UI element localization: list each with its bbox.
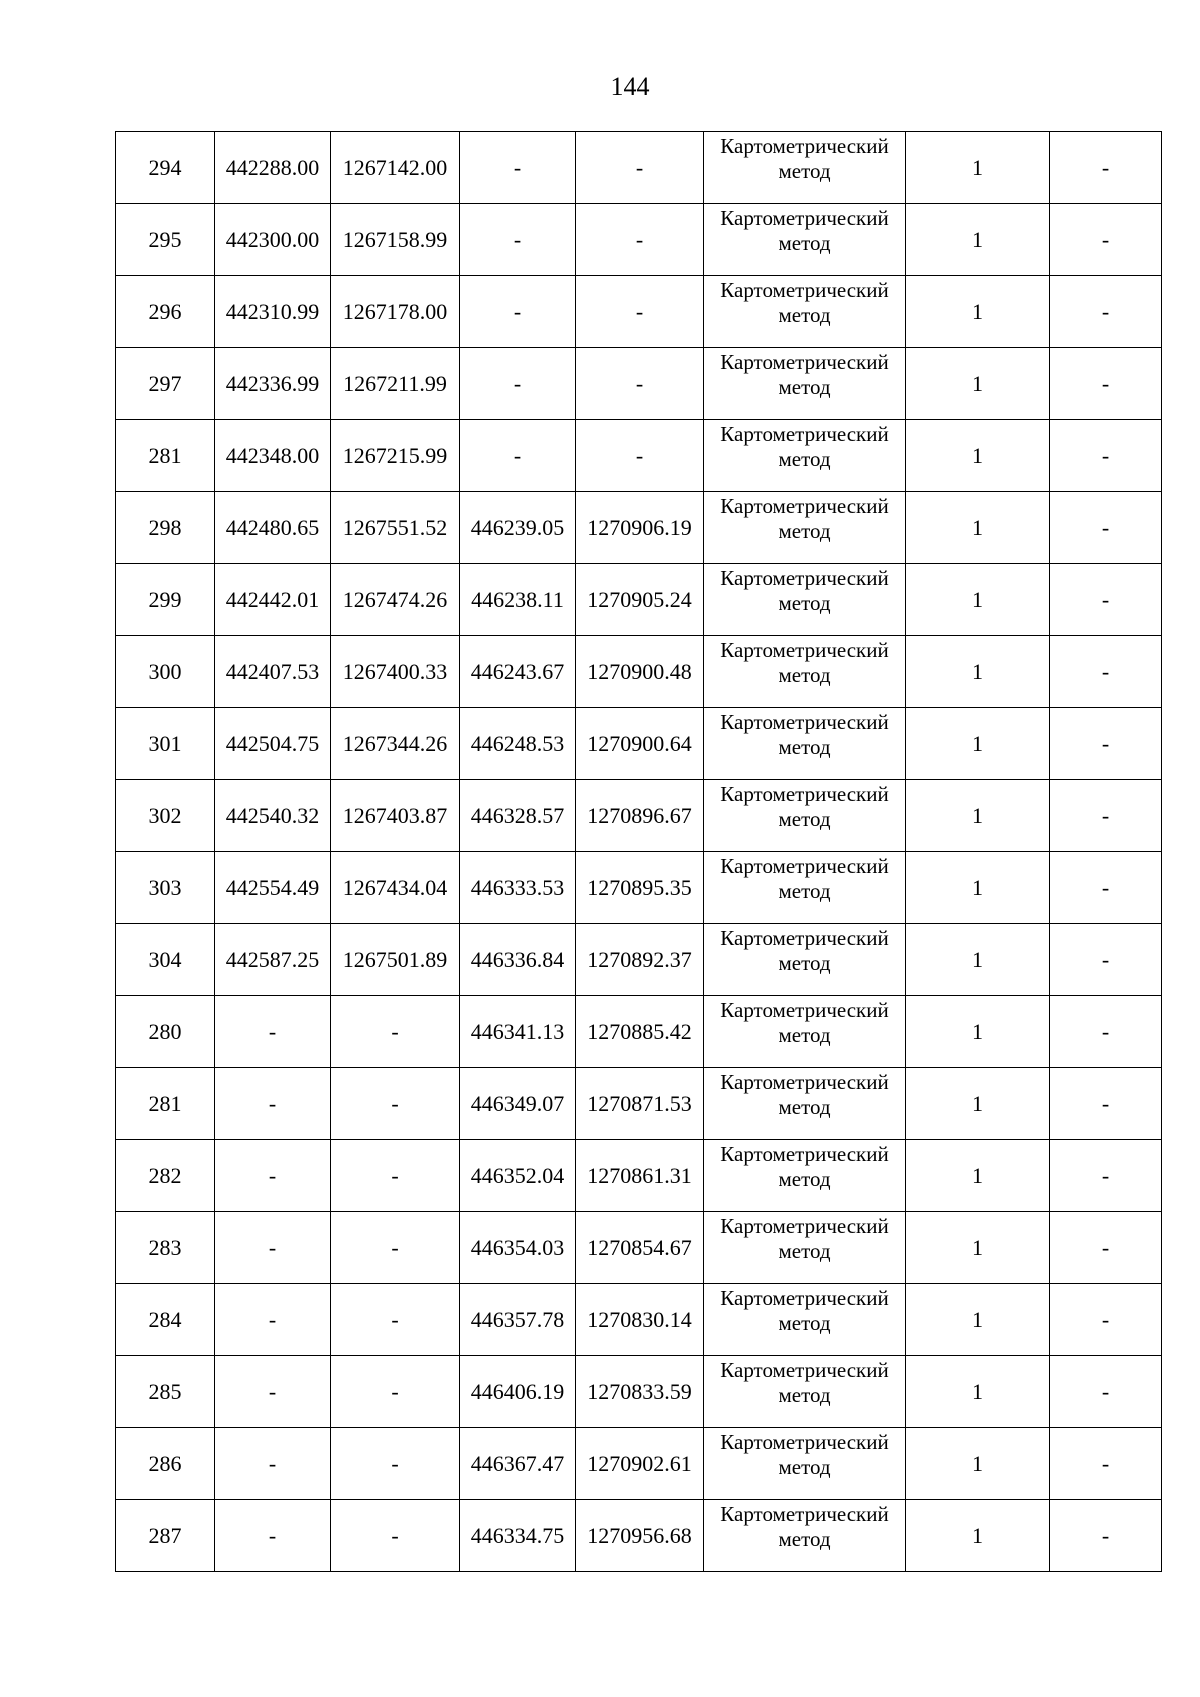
method-cell [704,1500,906,1572]
table-row [116,564,1162,636]
method-line-2: метод [778,1239,831,1263]
coordinates-table [115,131,1162,1572]
x-new-cell: 446349.07 [460,1068,576,1140]
method-line-2: метод [778,807,831,831]
method-cell [704,852,906,924]
table-row [116,132,1162,204]
method-line-2: метод [778,1311,831,1335]
table-row [116,348,1162,420]
table-row [116,924,1162,996]
y-new-cell: 1270833.59 [576,1356,704,1428]
note-cell: - [1050,204,1162,276]
x-new-cell: 446243.67 [460,636,576,708]
method-line-1: Картометрический [720,1214,889,1238]
method-line-1: Картометрический [720,1142,889,1166]
y-existing-cell: - [331,1356,460,1428]
y-existing-cell: 1267403.87 [331,780,460,852]
note-cell: - [1050,492,1162,564]
note-cell: - [1050,780,1162,852]
accuracy-cell: 1 [906,1428,1050,1500]
table-row [116,1284,1162,1356]
y-new-cell: - [576,132,704,204]
x-existing-cell: - [215,1284,331,1356]
point-number-cell: 294 [116,132,215,204]
y-existing-cell: - [331,996,460,1068]
x-existing-cell: 442554.49 [215,852,331,924]
x-new-cell: 446354.03 [460,1212,576,1284]
method-cell [704,780,906,852]
accuracy-cell: 1 [906,1356,1050,1428]
point-number-cell: 280 [116,996,215,1068]
accuracy-cell: 1 [906,996,1050,1068]
table-row [116,708,1162,780]
y-existing-cell: - [331,1428,460,1500]
method-cell [704,1068,906,1140]
x-new-cell: 446341.13 [460,996,576,1068]
y-new-cell: - [576,276,704,348]
method-cell [704,276,906,348]
point-number-cell: 281 [116,1068,215,1140]
y-existing-cell: 1267400.33 [331,636,460,708]
y-new-cell: 1270896.67 [576,780,704,852]
point-number-cell: 287 [116,1500,215,1572]
y-existing-cell: 1267434.04 [331,852,460,924]
point-number-cell: 298 [116,492,215,564]
y-existing-cell: 1267211.99 [331,348,460,420]
method-cell [704,132,906,204]
x-new-cell: 446367.47 [460,1428,576,1500]
method-line-1: Картометрический [720,494,889,518]
table-row [116,276,1162,348]
method-cell [704,564,906,636]
method-line-2: метод [778,519,831,543]
method-cell [704,924,906,996]
x-new-cell: 446248.53 [460,708,576,780]
method-line-1: Картометрический [720,998,889,1022]
x-existing-cell: - [215,1428,331,1500]
method-line-2: метод [778,663,831,687]
method-line-2: метод [778,735,831,759]
accuracy-cell: 1 [906,1068,1050,1140]
method-line-2: метод [778,159,831,183]
x-new-cell: 446333.53 [460,852,576,924]
x-existing-cell: 442442.01 [215,564,331,636]
accuracy-cell: 1 [906,780,1050,852]
table-row [116,1428,1162,1500]
method-line-2: метод [778,1167,831,1191]
accuracy-cell: 1 [906,852,1050,924]
method-line-1: Картометрический [720,638,889,662]
table-row [116,1068,1162,1140]
x-new-cell: - [460,348,576,420]
method-line-1: Картометрический [720,926,889,950]
point-number-cell: 302 [116,780,215,852]
table-row [116,1212,1162,1284]
method-line-1: Картометрический [720,134,889,158]
x-new-cell: 446406.19 [460,1356,576,1428]
table-row [116,204,1162,276]
x-existing-cell: 442540.32 [215,780,331,852]
accuracy-cell: 1 [906,1500,1050,1572]
accuracy-cell: 1 [906,636,1050,708]
table-row [116,1140,1162,1212]
method-cell [704,348,906,420]
method-line-1: Картометрический [720,1430,889,1454]
table-row [116,780,1162,852]
y-new-cell: 1270900.48 [576,636,704,708]
method-cell [704,420,906,492]
point-number-cell: 297 [116,348,215,420]
table-row [116,996,1162,1068]
method-line-1: Картометрический [720,1286,889,1310]
accuracy-cell: 1 [906,348,1050,420]
point-number-cell: 286 [116,1428,215,1500]
method-line-1: Картометрический [720,1070,889,1094]
accuracy-cell: 1 [906,1140,1050,1212]
accuracy-cell: 1 [906,1212,1050,1284]
y-existing-cell: 1267474.26 [331,564,460,636]
accuracy-cell: 1 [906,204,1050,276]
x-existing-cell: 442407.53 [215,636,331,708]
x-new-cell: - [460,132,576,204]
method-cell [704,1140,906,1212]
method-line-1: Картометрический [720,782,889,806]
table-row [116,636,1162,708]
x-new-cell: 446239.05 [460,492,576,564]
point-number-cell: 282 [116,1140,215,1212]
accuracy-cell: 1 [906,564,1050,636]
x-existing-cell: - [215,1068,331,1140]
x-existing-cell: 442480.65 [215,492,331,564]
note-cell: - [1050,1284,1162,1356]
y-new-cell: 1270871.53 [576,1068,704,1140]
y-new-cell: 1270906.19 [576,492,704,564]
note-cell: - [1050,996,1162,1068]
method-line-1: Картометрический [720,566,889,590]
method-line-2: метод [778,1455,831,1479]
method-line-2: метод [778,375,831,399]
method-line-2: метод [778,1527,831,1551]
y-existing-cell: 1267215.99 [331,420,460,492]
method-line-1: Картометрический [720,854,889,878]
point-number-cell: 295 [116,204,215,276]
x-existing-cell: 442504.75 [215,708,331,780]
accuracy-cell: 1 [906,132,1050,204]
x-new-cell: - [460,204,576,276]
y-new-cell: - [576,420,704,492]
point-number-cell: 303 [116,852,215,924]
x-new-cell: 446352.04 [460,1140,576,1212]
note-cell: - [1050,564,1162,636]
method-cell [704,1212,906,1284]
table-row [116,1356,1162,1428]
method-cell [704,204,906,276]
accuracy-cell: 1 [906,708,1050,780]
method-cell [704,636,906,708]
method-line-2: метод [778,1023,831,1047]
method-line-1: Картометрический [720,350,889,374]
method-cell [704,1284,906,1356]
table-row [116,852,1162,924]
method-cell [704,1356,906,1428]
y-new-cell: 1270900.64 [576,708,704,780]
y-existing-cell: 1267344.26 [331,708,460,780]
y-new-cell: 1270885.42 [576,996,704,1068]
method-line-2: метод [778,951,831,975]
y-existing-cell: 1267551.52 [331,492,460,564]
x-existing-cell: 442288.00 [215,132,331,204]
y-existing-cell: - [331,1068,460,1140]
y-new-cell: - [576,204,704,276]
note-cell: - [1050,1068,1162,1140]
x-existing-cell: 442587.25 [215,924,331,996]
accuracy-cell: 1 [906,924,1050,996]
x-existing-cell: - [215,996,331,1068]
x-new-cell: 446357.78 [460,1284,576,1356]
y-new-cell: 1270956.68 [576,1500,704,1572]
x-existing-cell: 442348.00 [215,420,331,492]
x-existing-cell: - [215,1356,331,1428]
y-existing-cell: 1267501.89 [331,924,460,996]
table-row [116,420,1162,492]
method-line-2: метод [778,303,831,327]
point-number-cell: 299 [116,564,215,636]
note-cell: - [1050,1428,1162,1500]
note-cell: - [1050,276,1162,348]
y-new-cell: 1270902.61 [576,1428,704,1500]
method-line-2: метод [778,447,831,471]
method-line-1: Картометрический [720,710,889,734]
x-new-cell: - [460,276,576,348]
y-existing-cell: - [331,1140,460,1212]
x-existing-cell: - [215,1212,331,1284]
x-new-cell: 446334.75 [460,1500,576,1572]
y-existing-cell: 1267158.99 [331,204,460,276]
point-number-cell: 300 [116,636,215,708]
method-cell [704,492,906,564]
note-cell: - [1050,708,1162,780]
y-existing-cell: - [331,1212,460,1284]
note-cell: - [1050,924,1162,996]
y-existing-cell: 1267178.00 [331,276,460,348]
x-new-cell: 446328.57 [460,780,576,852]
y-existing-cell: 1267142.00 [331,132,460,204]
y-new-cell: 1270830.14 [576,1284,704,1356]
table-row [116,492,1162,564]
x-existing-cell: - [215,1500,331,1572]
point-number-cell: 296 [116,276,215,348]
method-line-1: Картометрический [720,206,889,230]
point-number-cell: 301 [116,708,215,780]
method-cell [704,1428,906,1500]
page-number: 144 [610,72,650,101]
y-new-cell: 1270895.35 [576,852,704,924]
note-cell: - [1050,420,1162,492]
method-cell [704,996,906,1068]
method-line-2: метод [778,879,831,903]
x-existing-cell: 442336.99 [215,348,331,420]
y-new-cell: 1270892.37 [576,924,704,996]
x-existing-cell: 442310.99 [215,276,331,348]
note-cell: - [1050,1140,1162,1212]
accuracy-cell: 1 [906,492,1050,564]
x-existing-cell: - [215,1140,331,1212]
table-body [116,132,1162,1572]
method-line-1: Картометрический [720,422,889,446]
point-number-cell: 283 [116,1212,215,1284]
method-line-2: метод [778,231,831,255]
point-number-cell: 281 [116,420,215,492]
table-row [116,1500,1162,1572]
note-cell: - [1050,132,1162,204]
note-cell: - [1050,348,1162,420]
y-new-cell: - [576,348,704,420]
method-line-1: Картометрический [720,1358,889,1382]
method-line-2: метод [778,1383,831,1407]
y-new-cell: 1270854.67 [576,1212,704,1284]
accuracy-cell: 1 [906,1284,1050,1356]
method-line-2: метод [778,1095,831,1119]
note-cell: - [1050,852,1162,924]
method-line-1: Картометрический [720,1502,889,1526]
x-new-cell: 446336.84 [460,924,576,996]
y-existing-cell: - [331,1284,460,1356]
note-cell: - [1050,1212,1162,1284]
y-new-cell: 1270861.31 [576,1140,704,1212]
x-existing-cell: 442300.00 [215,204,331,276]
note-cell: - [1050,636,1162,708]
accuracy-cell: 1 [906,276,1050,348]
note-cell: - [1050,1500,1162,1572]
point-number-cell: 284 [116,1284,215,1356]
y-new-cell: 1270905.24 [576,564,704,636]
accuracy-cell: 1 [906,420,1050,492]
note-cell: - [1050,1356,1162,1428]
y-existing-cell: - [331,1500,460,1572]
x-new-cell: 446238.11 [460,564,576,636]
method-cell [704,708,906,780]
x-new-cell: - [460,420,576,492]
method-line-1: Картометрический [720,278,889,302]
point-number-cell: 304 [116,924,215,996]
point-number-cell: 285 [116,1356,215,1428]
method-line-2: метод [778,591,831,615]
